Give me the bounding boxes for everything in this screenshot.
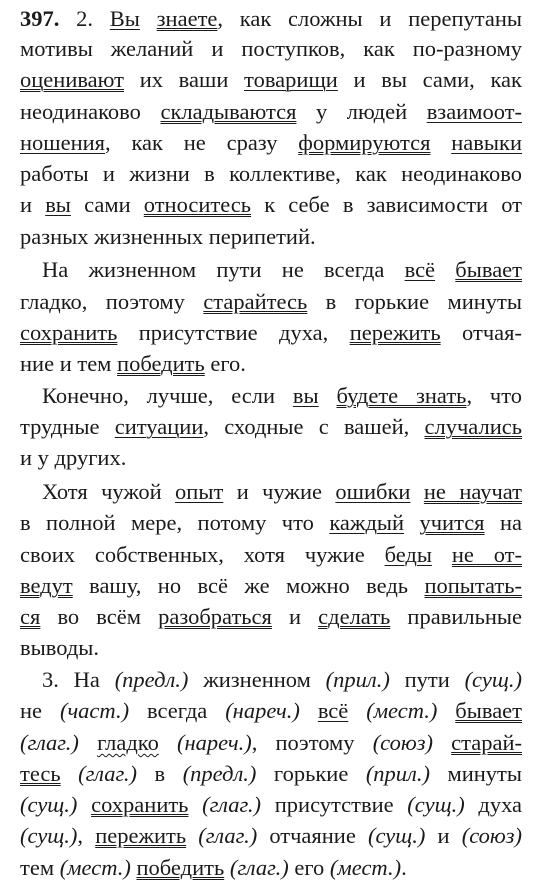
- text-run: [319, 383, 337, 408]
- text-run: у людей: [296, 99, 427, 124]
- subject-word: Вы: [109, 6, 140, 31]
- pos-tag: (глаг.): [198, 823, 258, 848]
- text-line: [42, 665, 522, 695]
- text-run: Конечно, лучше, если: [42, 383, 293, 408]
- text-run: присутствие: [261, 792, 408, 817]
- text-run: выводы.: [20, 635, 100, 660]
- predicate-word: пережить: [349, 320, 441, 345]
- task-number: 2.: [76, 6, 94, 31]
- text-run: отчая-: [440, 320, 522, 345]
- text-run: их ваши: [124, 67, 245, 92]
- pos-tag: (сущ.): [367, 823, 426, 848]
- pos-tag: (мест.): [59, 855, 131, 880]
- pos-tag: (глаг.): [202, 792, 262, 817]
- predicate-word: сохранить: [91, 792, 189, 817]
- pos-tag: (прил.): [325, 667, 390, 692]
- text-run: его.: [204, 351, 246, 376]
- pos-tag: (мест.): [366, 698, 438, 723]
- predicate-word: тесь: [20, 761, 61, 786]
- text-run: и: [20, 192, 46, 217]
- text-run: [159, 730, 177, 755]
- text-line: [20, 508, 522, 538]
- text-run: его: [288, 855, 330, 880]
- text-run: ние и тем: [20, 351, 118, 376]
- predicate-word: старай-: [451, 730, 522, 755]
- text-run: [348, 698, 366, 723]
- predicate-word: случались: [424, 414, 522, 439]
- exercise-number: 397.: [20, 6, 60, 31]
- subject-word: ситуации: [114, 414, 204, 439]
- predicate-word: не от-: [451, 542, 522, 567]
- pos-tag: (предл.): [114, 667, 189, 692]
- pos-tag: (нареч.): [177, 730, 252, 755]
- text-run: сами: [70, 192, 144, 217]
- text-run: [430, 130, 451, 155]
- predicate-word: не научат: [423, 479, 523, 504]
- subject-word: вы: [292, 383, 319, 408]
- text-run: в полной мере, потому что: [20, 510, 330, 535]
- text-line: [20, 571, 522, 601]
- text-run: , сходные с вашей,: [203, 414, 425, 439]
- pos-tag: (сущ.): [407, 792, 465, 817]
- text-run: [433, 730, 451, 755]
- predicate-word: разобраться: [158, 604, 272, 629]
- text-line: [20, 790, 522, 820]
- text-run: гладко, поэтому: [20, 289, 204, 314]
- predicate-word: ся: [20, 604, 41, 629]
- predicate-word: старайтесь: [203, 289, 308, 314]
- subject-word: ошибки: [335, 479, 411, 504]
- adverbial-word: гладко: [97, 730, 159, 755]
- pos-tag: (союз): [461, 823, 523, 848]
- text-run: и у других.: [20, 445, 127, 470]
- text-line: [20, 540, 522, 570]
- pos-tag: (сущ.): [20, 823, 78, 848]
- text-run: горькие: [256, 761, 366, 786]
- pos-tag: (глаг.): [20, 730, 79, 755]
- text-run: к себе в зависимости от: [251, 192, 522, 217]
- pos-tag: (предл.): [182, 761, 257, 786]
- predicate-word: формируются: [298, 130, 431, 155]
- subject-word: товарищи: [244, 67, 338, 92]
- text-run: [300, 698, 318, 723]
- pos-tag: (сущ.): [464, 667, 522, 692]
- text-run: [61, 761, 79, 786]
- text-run: на: [484, 510, 522, 535]
- predicate-word: победить: [136, 855, 225, 880]
- text-run: в горькие минуты: [307, 289, 522, 314]
- subject-word: опыт: [175, 479, 224, 504]
- text-line: [20, 633, 522, 663]
- text-run: отчаяние: [257, 823, 368, 848]
- text-run: [437, 698, 455, 723]
- text-run: [404, 510, 419, 535]
- text-run: пути: [389, 667, 465, 692]
- pos-tag: (глаг.): [78, 761, 138, 786]
- text-line: [20, 159, 522, 189]
- text-run: , поэтому: [251, 730, 373, 755]
- subject-word: всё: [404, 257, 436, 282]
- text-run: разных жизненных перипетий.: [20, 224, 316, 249]
- text-run: Хотя чужой: [42, 479, 176, 504]
- text-line: [20, 821, 522, 851]
- subject-word: ношения: [20, 130, 106, 155]
- text-run: тем: [20, 855, 60, 880]
- text-line: [20, 853, 522, 883]
- predicate-word: будете знать: [336, 383, 467, 408]
- text-line: [42, 477, 522, 507]
- text-run: [79, 730, 97, 755]
- text-run: [140, 6, 157, 31]
- text-line: [20, 412, 522, 442]
- text-run: На жизненном пути не всегда: [42, 257, 405, 282]
- predicate-word: сделать: [318, 604, 391, 629]
- pos-tag: (нареч.): [225, 698, 300, 723]
- pos-tag: (глаг.): [229, 855, 289, 880]
- text-run: , как не сразу: [105, 130, 299, 155]
- text-line: [20, 287, 522, 317]
- predicate-word: сохранить: [20, 320, 118, 345]
- text-line: [20, 728, 522, 758]
- text-line: [20, 34, 522, 64]
- text-run: , что: [466, 383, 523, 408]
- text-line: [20, 443, 522, 473]
- text-run: трудные: [20, 414, 115, 439]
- subject-word: каждый: [329, 510, 405, 535]
- text-line: [20, 349, 522, 379]
- text-line: [42, 381, 522, 411]
- text-line: [42, 255, 522, 285]
- text-line: [20, 65, 522, 95]
- text-run: [186, 823, 198, 848]
- text-run: правильные: [390, 604, 522, 629]
- subject-word: взаимоот-: [426, 99, 522, 124]
- subject-word: вы: [45, 192, 71, 217]
- text-run: жизненном: [188, 667, 326, 692]
- text-run: работы и жизни в коллективе, как неодинаково: [20, 161, 522, 186]
- predicate-word: относитесь: [143, 192, 252, 217]
- predicate-word: победить: [117, 351, 205, 376]
- text-run: во всём: [40, 604, 159, 629]
- text-line: [20, 97, 522, 127]
- text-run: своих собственных, хотя чужие: [20, 542, 385, 567]
- predicate-word: ведут: [20, 573, 73, 598]
- text-run: не: [20, 698, 60, 723]
- text-run: [435, 257, 455, 282]
- predicate-word: оценивают: [20, 67, 125, 92]
- text-run: неодинаково: [20, 99, 161, 124]
- predicate-word: бывает: [455, 698, 522, 723]
- text-run: [410, 479, 423, 504]
- text-line: [20, 759, 522, 789]
- text-run: всегда: [129, 698, 226, 723]
- predicate-word: попытать-: [424, 573, 522, 598]
- text-run: духа: [464, 792, 523, 817]
- text-run: присутствие духа,: [117, 320, 350, 345]
- text-run: минуты: [429, 761, 523, 786]
- text-run: и: [425, 823, 462, 848]
- pos-tag: (част.): [59, 698, 130, 723]
- text-run: , как сложны и перепутаны: [217, 6, 523, 31]
- text-run: [77, 792, 91, 817]
- pos-tag: (союз): [372, 730, 433, 755]
- subject-word: беды: [384, 542, 432, 567]
- text-line: [20, 696, 522, 726]
- text-run: вашу, но всё же можно ведь: [72, 573, 425, 598]
- text-line: [20, 602, 522, 632]
- pos-tag: (прил.): [365, 761, 430, 786]
- subject-word: всё: [317, 698, 349, 723]
- text-run: в: [137, 761, 183, 786]
- predicate-word: пережить: [95, 823, 187, 848]
- text-run: .: [401, 855, 407, 880]
- predicate-word: знаете: [156, 6, 218, 31]
- predicate-word: учится: [419, 510, 485, 535]
- text-run: мотивы желаний и поступков, как по-разному: [20, 36, 522, 61]
- subject-word: навыки: [451, 130, 522, 155]
- text-line: [20, 4, 522, 34]
- text-run: [432, 542, 452, 567]
- text-run: и: [271, 604, 319, 629]
- text-line: [20, 190, 522, 220]
- text-run: и чужие: [223, 479, 336, 504]
- text-run: [188, 792, 202, 817]
- text-run: 3. На: [42, 667, 115, 692]
- pos-tag: (мест.): [329, 855, 402, 880]
- text-line: [20, 222, 522, 252]
- predicate-word: бывает: [455, 257, 522, 282]
- text-line: [20, 128, 522, 158]
- text-run: ,: [77, 823, 96, 848]
- text-line: [20, 318, 522, 348]
- text-run: и вы сами, как: [337, 67, 522, 92]
- pos-tag: (сущ.): [20, 792, 78, 817]
- predicate-word: складываются: [160, 99, 297, 124]
